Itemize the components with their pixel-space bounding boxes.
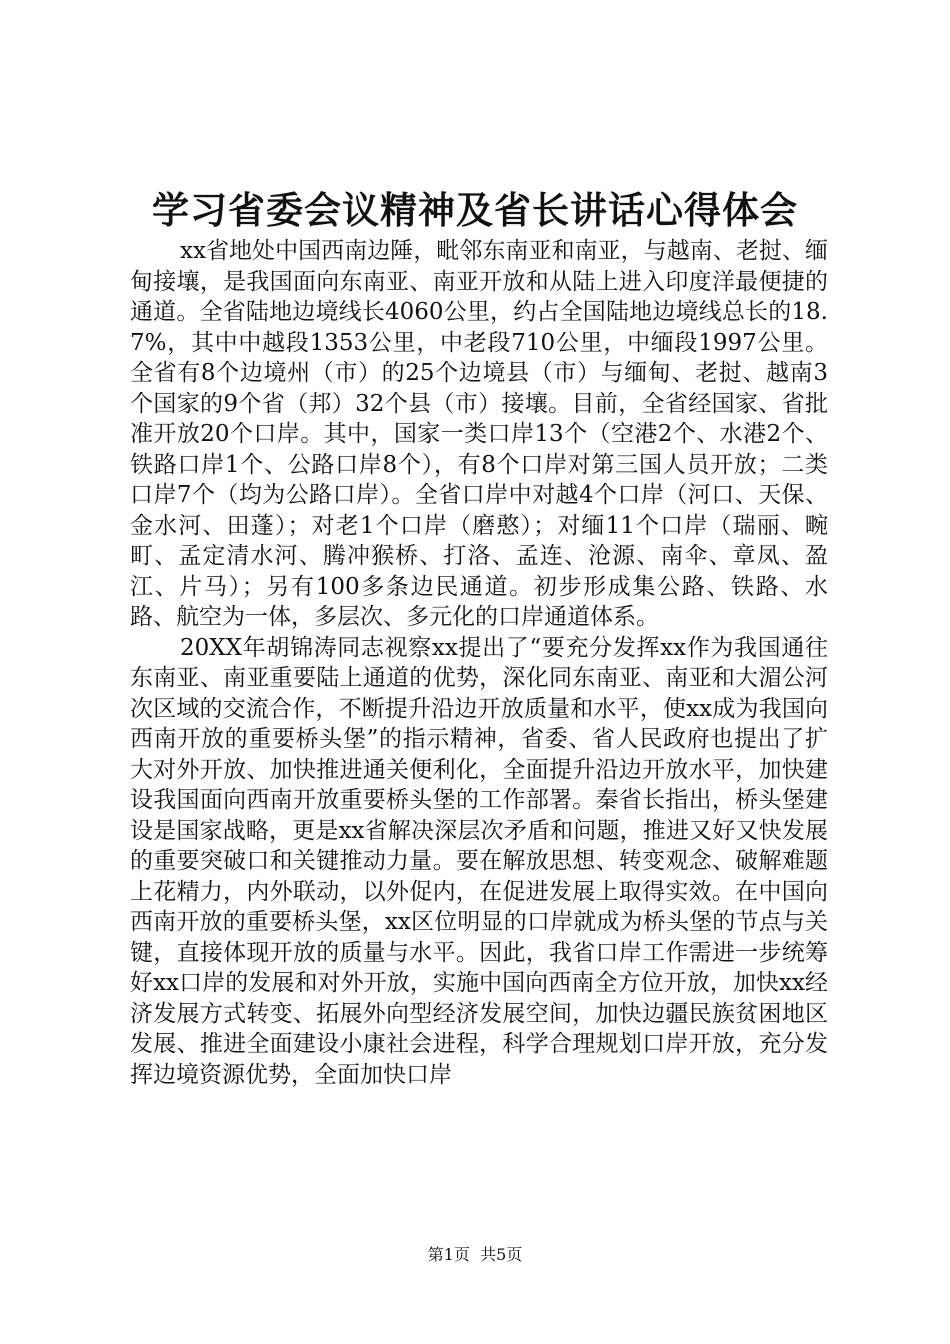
page-number: 第1页 <box>427 1245 470 1264</box>
page-footer <box>0 1244 950 1266</box>
document-title: 学习省委会议精神及省长讲话心得体会 <box>152 188 798 232</box>
page-total: 共5页 <box>480 1245 523 1264</box>
paragraph: xx省地处中国西南边陲，毗邻东南亚和南亚，与越南、老挝、缅甸接壤，是我国面向东南亚、南亚开放和从陆上进入印度洋最便捷的通道。全省陆地边境线长4060公里，约占全国陆地边境线总长的18.7%，其中中越段1353公里，中老段710公里，中缅段1997公里。全省有8个边境州（市）的25个边境县（市）与缅甸、老挝、越南3个国家的9个省（邦）32个县（市）接壤。目前，全省经国家、省批准开放20个口岸。其中，国家一类口岸13个（空港2个、水港2个、铁路口岸1个、公路口岸8个），有8个口岸对第三国人员开放；二类口岸7个（均为公路口岸）。全省口岸中对越4个口岸（河口、天保、金水河、田蓬）；对老1个口岸（磨憨）；对缅11个口岸（瑞丽、畹町、孟定清水河、腾冲猴桥、打洛、孟连、沧源、南伞、章凤、盈江、片马）；另有100多条边民通道。初步形成集公路、铁路、水路、航空为一体，多层次、多元化的口岸通道体系。 <box>130 238 828 630</box>
paragraph: 20XX年胡锦涛同志视察xx提出了“要充分发挥xx作为我国通往东南亚、南亚重要陆上通道的优势，深化同东南亚、南亚和大湄公河次区域的交流合作，不断提升沿边开放质量和水平，使xx成为我国向西南开放的重要桥头堡”的指示精神，省委、省人民政府也提出了扩大对外开放、加快推进通关便利化，全面提升沿边开放水平，加快建设我国面向西南开放重要桥头堡的工作部署。秦省长指出，桥头堡建设是国家战略，更是xx省解决深层次矛盾和问题，推进又好又快发展的重要突破口和关键推动力量。要在解放思想、转变观念、破解难题上花精力，内外联动，以外促内，在促进发展上取得实效。在中国向西南开放的重要桥头堡，xx区位明显的口岸就成为桥头堡的节点与关键，直接体现开放的质量与水平。因此，我省口岸工作需进一步统筹好xx口岸的发展和对外开放，实施中国向西南全方位开放，加快xx经济发展方式转变、拓展外向型经济发展空间，加快边疆民族贫困地区发展、推进全面建设小康社会进程，科学合理规划口岸开放，充分发挥边境资源优势，全面加快口岸 <box>130 634 828 1088</box>
document-body <box>130 236 828 1090</box>
